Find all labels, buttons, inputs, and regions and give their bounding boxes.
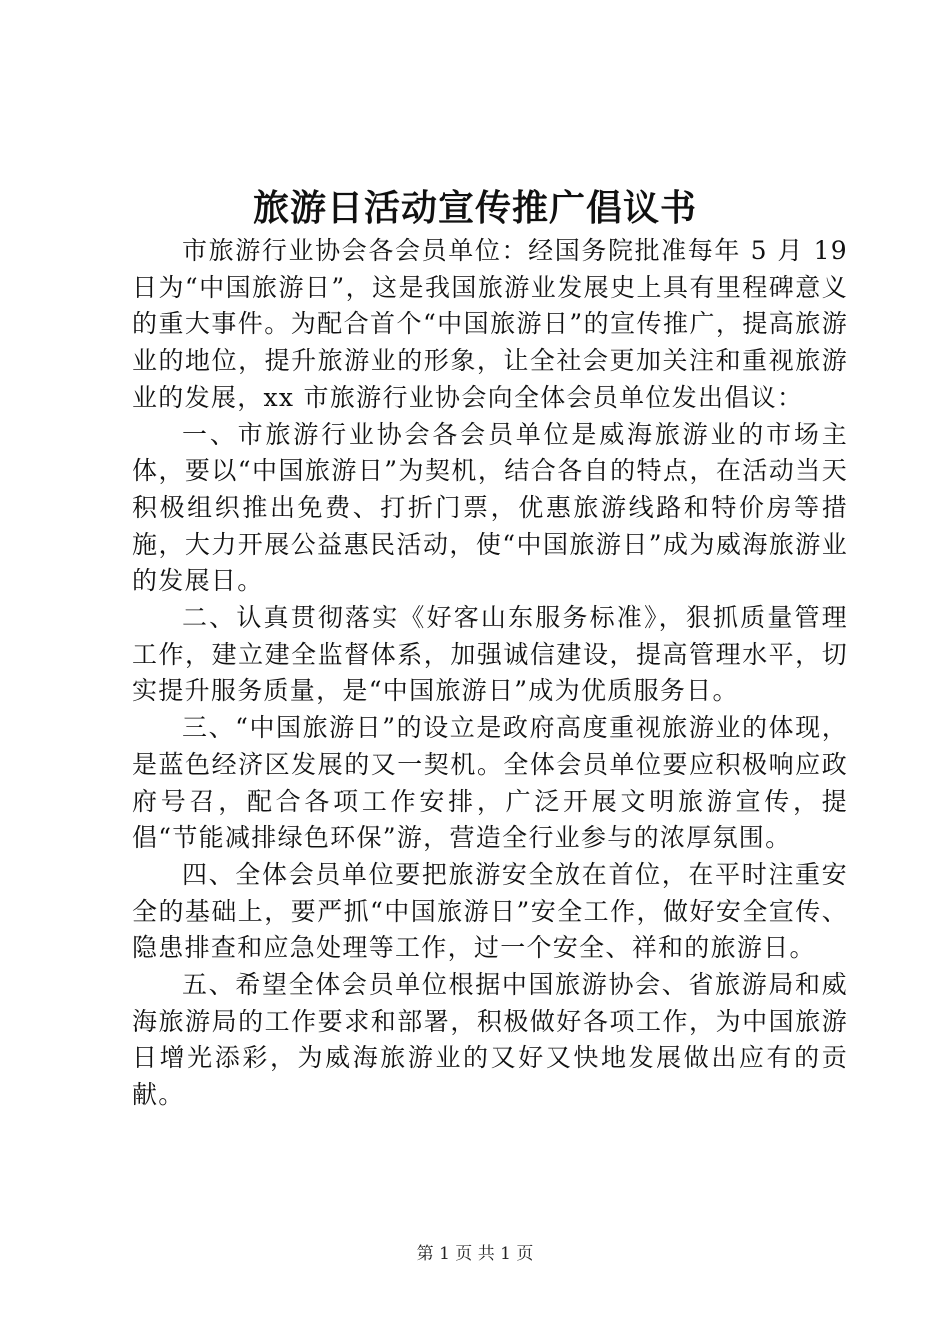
paragraph-item-4: 四、全体会员单位要把旅游安全放在首位，在平时注重安全的基础上，要严抓“中国旅游日”安全工作，做好安全宣传、隐患排查和应急处理等工作，过一个安全、祥和的旅游日。 — [132, 859, 848, 963]
paragraph-item-1: 一、市旅游行业协会各会员单位是威海旅游业的市场主体，要以“中国旅游日”为契机，结合各自的特点，在活动当天积极组织推出免费、打折门票，优惠旅游线路和特价房等措施，大力开展公益惠民活动，使“中国旅游日”成为威海旅游业的发展日。 — [132, 419, 848, 596]
document-title: 旅游日活动宣传推广倡议书 — [252, 187, 697, 229]
document-body — [132, 233, 848, 1114]
paragraph-intro: 市旅游行业协会各会员单位：经国务院批准每年 5 月 19 日为“中国旅游日”，这是我国旅游业发展史上具有里程碑意义的重大事件。为配合首个“中国旅游日”的宣传推广，提高旅游业的地位，提升旅游业的形象，让全社会更加关注和重视旅游业的发展，xx 市旅游行业协会向全体会员单位发出倡议： — [132, 236, 848, 412]
paragraph-item-5: 五、希望全体会员单位根据中国旅游协会、省旅游局和威海旅游局的工作要求和部署，积极做好各项工作，为中国旅游日增光添彩，为威海旅游业的又好又快地发展做出应有的贡献。 — [132, 970, 848, 1110]
paragraph-item-3: 三、“中国旅游日”的设立是政府高度重视旅游业的体现，是蓝色经济区发展的又一契机。全体会员单位要应积极响应政府号召，配合各项工作安排，广泛开展文明旅游宣传，提倡“节能减排绿色环保”游，营造全行业参与的浓厚氛围。 — [132, 713, 848, 853]
paragraph-item-2: 二、认真贯彻落实《好客山东服务标准》，狠抓质量管理工作，建立建全监督体系，加强诚信建设，提高管理水平，切实提升服务质量，是“中国旅游日”成为优质服务日。 — [132, 603, 848, 706]
page-number-footer: 第 1 页 共 1 页 — [416, 1244, 534, 1264]
